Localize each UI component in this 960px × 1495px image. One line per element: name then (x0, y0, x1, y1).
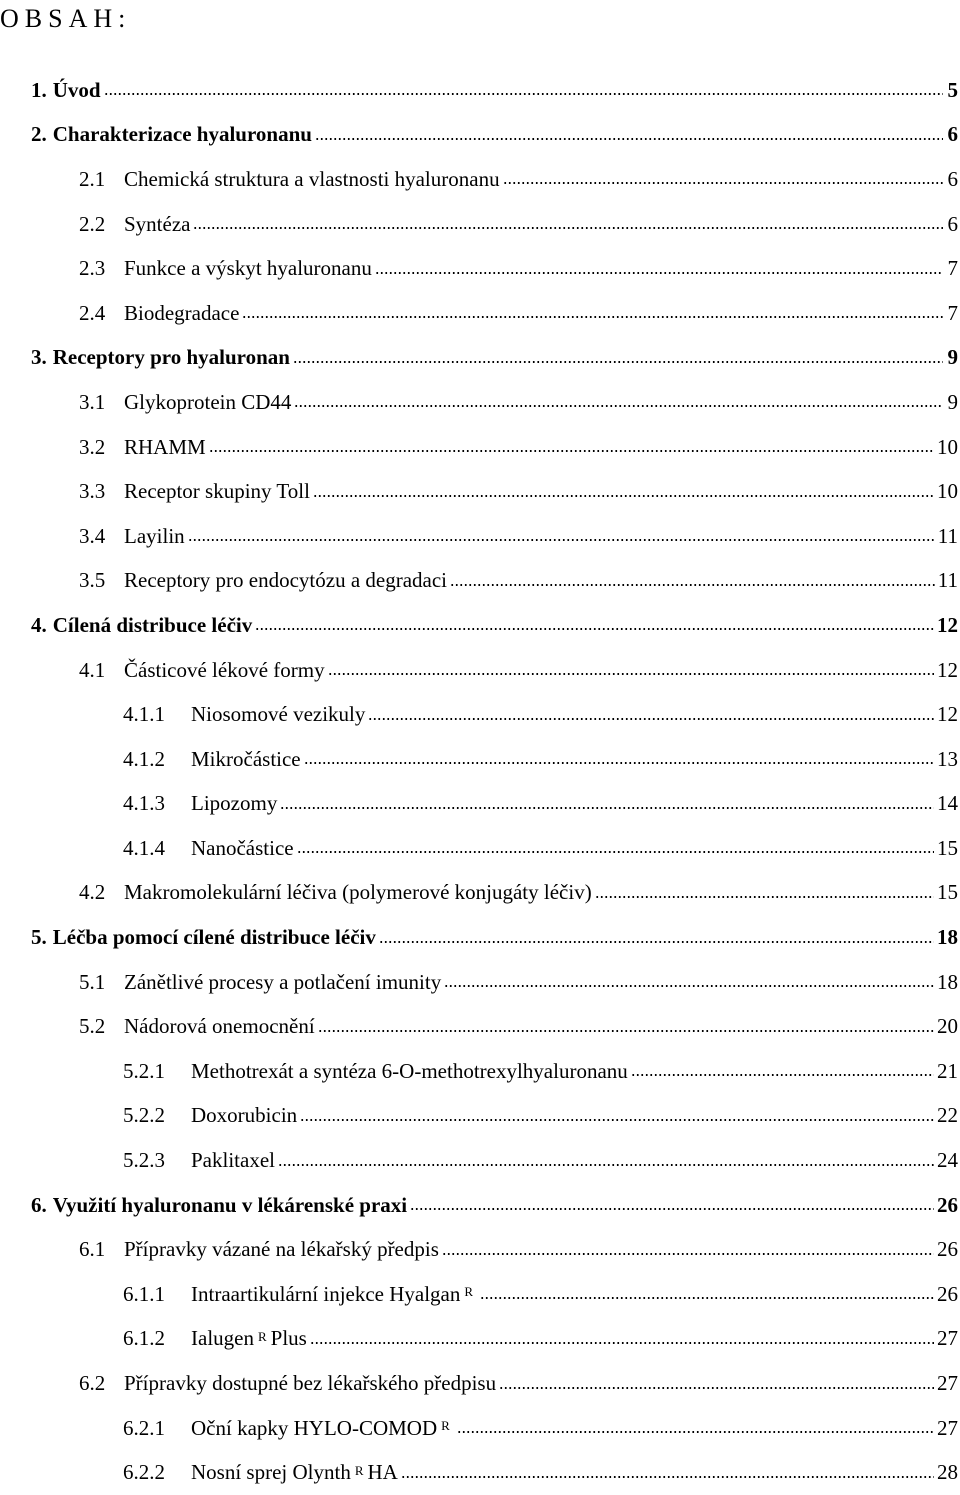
toc-entry-title: Doxorubicin (191, 1103, 298, 1128)
toc-entry[interactable] (0, 1049, 960, 1094)
toc-entry-number: 6.2 (79, 1371, 106, 1396)
toc-entry[interactable] (0, 826, 960, 871)
leader-dots (310, 1342, 934, 1344)
toc-entry-page: 9 (947, 389, 958, 414)
leader-dots (379, 941, 934, 943)
toc-entry-title: RHAMM (124, 434, 206, 459)
toc-entry-number: 5.1 (79, 969, 106, 994)
toc-entry[interactable] (0, 469, 960, 514)
toc-entry[interactable] (0, 514, 960, 559)
toc-entry-page: 24 (937, 1148, 958, 1173)
toc-entry-number: 6.2.2 (123, 1460, 165, 1485)
toc-entry-page: 12 (937, 657, 958, 682)
toc-entry-number: 5.2 (79, 1014, 106, 1039)
leader-dots (104, 93, 943, 95)
toc-entry-page: 6 (947, 211, 958, 236)
leader-dots (444, 985, 934, 987)
toc-entry-title: Zánětlivé procesy a potlačení imunity (124, 969, 442, 994)
toc-entry[interactable] (0, 157, 960, 202)
toc-entry-title: Přípravky vázané na lékařský předpis (124, 1237, 439, 1262)
leader-dots (450, 584, 935, 586)
toc-entry-page: 14 (937, 791, 958, 816)
toc-entry-number: 3. (31, 345, 47, 370)
toc-entry-number: 4.1.3 (123, 791, 165, 816)
toc-entry-title: Cílená distribuce léčiv (52, 612, 253, 637)
toc-entry-page: 6 (947, 122, 958, 147)
toc-entry-page: 7 (947, 300, 958, 325)
leader-dots (304, 762, 934, 764)
toc-entry-title: Receptory pro hyaluronan (52, 345, 290, 370)
toc-entry-number: 2.1 (79, 166, 106, 191)
table-of-contents (0, 68, 960, 1495)
toc-entry-page: 18 (937, 969, 958, 994)
toc-entry-number: 6.1.2 (123, 1326, 165, 1351)
toc-entry[interactable] (0, 871, 960, 916)
toc-entry-title: Biodegradace (124, 300, 240, 325)
toc-entry-title: Přípravky dostupné bez lékařského předpisu (124, 1371, 497, 1396)
toc-entry-title: Receptor skupiny Toll (124, 479, 310, 504)
toc-entry-title: Léčba pomocí cílené distribuce léčiv (52, 925, 376, 950)
toc-entry-title: Mikročástice (191, 746, 301, 771)
toc-entry-title: Syntéza (124, 211, 191, 236)
leader-dots (457, 1431, 934, 1433)
toc-entry-page: 5 (947, 77, 958, 102)
toc-entry-number: 4.1.1 (123, 702, 165, 727)
toc-entry-number: 2. (31, 122, 47, 147)
toc-entry-page: 6 (947, 166, 958, 191)
toc-entry-page: 27 (937, 1326, 958, 1351)
toc-entry[interactable] (0, 1094, 960, 1139)
toc-entry-number: 5.2.2 (123, 1103, 165, 1128)
leader-dots (255, 628, 934, 630)
toc-entry-number: 3.3 (79, 479, 106, 504)
toc-entry-page: 9 (947, 345, 958, 370)
toc-entry[interactable] (0, 782, 960, 827)
leader-dots (278, 1164, 934, 1166)
toc-entry-number: 1. (31, 77, 47, 102)
toc-entry[interactable] (0, 1004, 960, 1049)
toc-entry[interactable] (0, 68, 960, 113)
leader-dots (300, 1119, 934, 1121)
toc-entry[interactable] (0, 246, 960, 291)
toc-entry-number: 5.2.1 (123, 1058, 165, 1083)
toc-entry[interactable] (0, 915, 960, 960)
toc-entry-number: 4. (31, 612, 47, 637)
toc-entry-number: 3.2 (79, 434, 106, 459)
toc-entry-page: 18 (937, 925, 958, 950)
toc-entry[interactable] (0, 380, 960, 425)
toc-entry-number: 4.2 (79, 880, 106, 905)
toc-entry[interactable] (0, 1361, 960, 1406)
toc-entry-number: 4.1.4 (123, 835, 165, 860)
toc-entry-page: 11 (937, 523, 958, 548)
toc-entry-number: 3.1 (79, 389, 106, 414)
toc-entry-number: 2.3 (79, 256, 106, 281)
leader-dots (297, 851, 934, 853)
toc-entry-title: Makromolekulární léčiva (polymerové konjugáty léčiv) (124, 880, 592, 905)
toc-entry-title: Funkce a výskyt hyaluronanu (124, 256, 372, 281)
leader-dots (188, 539, 935, 541)
leader-dots (503, 182, 943, 184)
leader-dots (480, 1297, 934, 1299)
toc-entry-title: Nanočástice (191, 835, 294, 860)
leader-dots (328, 673, 934, 675)
toc-entry-number: 6.2.1 (123, 1415, 165, 1440)
toc-entry-number: 5. (31, 925, 47, 950)
toc-entry-title: Layilin (124, 523, 185, 548)
toc-entry[interactable] (0, 1183, 960, 1228)
leader-dots (375, 272, 943, 274)
toc-entry-page: 10 (937, 434, 958, 459)
toc-entry-page: 15 (937, 835, 958, 860)
toc-entry-title: Využití hyaluronanu v lékárenské praxi (52, 1192, 408, 1217)
leader-dots (442, 1253, 934, 1255)
toc-entry-page: 10 (937, 479, 958, 504)
toc-entry[interactable] (0, 692, 960, 737)
leader-dots (631, 1074, 934, 1076)
leader-dots (294, 405, 943, 407)
toc-entry-page: 7 (947, 256, 958, 281)
toc-entry-number: 2.2 (79, 211, 106, 236)
toc-entry-page: 26 (937, 1237, 958, 1262)
toc-entry-page: 21 (937, 1058, 958, 1083)
leader-dots (410, 1208, 934, 1210)
toc-entry-title: Charakterizace hyaluronanu (52, 122, 312, 147)
toc-entry-number: 5.2.3 (123, 1148, 165, 1173)
toc-entry-page: 12 (937, 702, 958, 727)
toc-entry[interactable]: 6.2.1 Oční kapky HYLO-COMOD $^R$ 27 (123, 1415, 958, 1440)
toc-entry-title: Paklitaxel (191, 1148, 275, 1173)
toc-entry-title: Glykoprotein CD44 (124, 389, 292, 414)
toc-entry-title: Receptory pro endocytózu a degradaci (124, 568, 448, 593)
toc-entry[interactable] (0, 1227, 960, 1272)
toc-entry-page: 26 (937, 1192, 958, 1217)
toc-entry[interactable] (0, 1138, 960, 1183)
toc-entry[interactable] (0, 202, 960, 247)
leader-dots (313, 495, 934, 497)
page-title: OBSAH: (0, 4, 132, 33)
toc-entry[interactable] (0, 603, 960, 648)
toc-entry[interactable] (0, 559, 960, 604)
toc-entry-page: 22 (937, 1103, 958, 1128)
toc-entry[interactable]: 6.2.2 Nosní sprej Olynth $^R$ HA 28 (123, 1460, 958, 1485)
leader-dots (401, 1476, 934, 1478)
leader-dots (318, 1030, 934, 1032)
toc-entry-number: 3.5 (79, 568, 106, 593)
leader-dots (209, 450, 934, 452)
toc-entry-page: 27 (937, 1371, 958, 1396)
toc-entry-page: 15 (937, 880, 958, 905)
toc-entry-title: Intraartikulární injekce Hyalgan (191, 1281, 461, 1306)
leader-dots (242, 316, 943, 318)
leader-dots (595, 896, 934, 898)
leader-dots (315, 138, 943, 140)
toc-entry[interactable] (0, 291, 960, 336)
toc-entry-title: Částicové lékové formy (124, 657, 325, 682)
toc-entry-page: 12 (937, 612, 958, 637)
toc-entry[interactable] (0, 113, 960, 158)
toc-entry-title-suffix: Plus (270, 1326, 307, 1351)
toc-entry-number: 4.1 (79, 657, 106, 682)
toc-entry[interactable]: 6.1.1 Intraartikulární injekce Hyalgan $^R$ 26 (123, 1281, 958, 1306)
toc-entry-page: 20 (937, 1014, 958, 1039)
toc-entry[interactable] (0, 648, 960, 693)
leader-dots (368, 718, 934, 720)
toc-entry-number: 6.1 (79, 1237, 106, 1262)
toc-entry-title: Chemická struktura a vlastnosti hyaluronanu (124, 166, 500, 191)
toc-entry-title: Nádorová onemocnění (124, 1014, 315, 1039)
toc-entry-page: 27 (937, 1415, 958, 1440)
toc-entry-number: 3.4 (79, 523, 106, 548)
toc-entry[interactable] (0, 336, 960, 381)
toc-entry-number: 6. (31, 1192, 47, 1217)
toc-entry-number: 4.1.2 (123, 746, 165, 771)
toc-entry-title: Oční kapky HYLO-COMOD (191, 1415, 438, 1440)
toc-entry-number: 6.1.1 (123, 1281, 165, 1306)
toc-entry-page: 11 (937, 568, 958, 593)
toc-entry-title: Niosomové vezikuly (191, 702, 366, 727)
toc-entry-page: 26 (937, 1281, 958, 1306)
toc-entry-title: Methotrexát a syntéza 6-O-methotrexylhyaluronanu (191, 1058, 628, 1083)
leader-dots (499, 1387, 934, 1389)
toc-entry-title: Lipozomy (191, 791, 278, 816)
toc-entry-title: Ialugen (191, 1326, 254, 1351)
toc-entry[interactable] (0, 960, 960, 1005)
leader-dots (193, 227, 943, 229)
leader-dots (293, 361, 943, 363)
toc-entry-page: 28 (937, 1460, 958, 1485)
toc-entry-page: 13 (937, 746, 958, 771)
toc-entry-title: Úvod (52, 77, 101, 102)
toc-entry[interactable]: 6.1.2 Ialugen $^R$ Plus 27 (123, 1326, 958, 1351)
toc-entry-title: Nosní sprej Olynth (191, 1460, 351, 1485)
toc-entry-number: 2.4 (79, 300, 106, 325)
toc-entry-title-suffix: HA (367, 1460, 398, 1485)
leader-dots (280, 807, 934, 809)
toc-entry[interactable] (0, 425, 960, 470)
toc-entry[interactable] (0, 737, 960, 782)
